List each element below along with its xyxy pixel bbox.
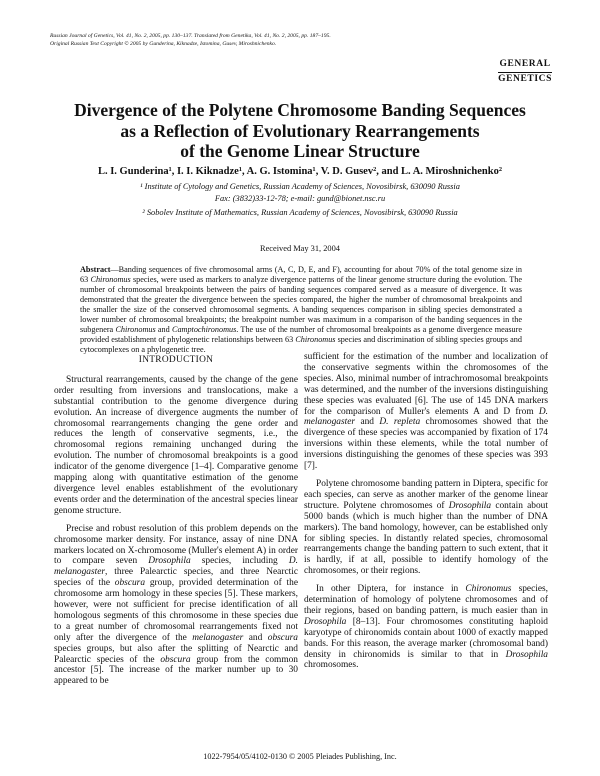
abstract-taxon: Chironomus [115, 324, 156, 334]
abstract-text: species and discrimination of sibling species groups and cytocomplexes on a phylogenetic tree. [80, 334, 522, 354]
received-date: Received May 31, 2004 [259, 244, 340, 253]
affiliation-2: ² Sobolev Institute of Mathematics, Russian Academy of Sciences, Novosibirsk, 630090 Russia [142, 208, 458, 217]
paragraph: sufficient for the estimation of the number and localization of the conservative segments within the chromosomes of the species. Also, minimal number of intrachromosomal breakpoints was determined, and the number of the inversions distinguishing these species was evaluated [6]. The use of 145 DNA markers for the comparison of Muller's elements A and D from D. melanogaster and D. repleta chromosomes showed that the divergence of these species was accompanied by fixation of 174 inversions within these elements, while the total number of inversions distinguishing the genomes of these species was 393 [7]. [304, 352, 548, 472]
section-line-1: GENERAL [499, 59, 551, 69]
abstract-text: —Banding sequences of five chromosomal arms (A, C, D, E, and F), accounting for about 70% of the total genome size in 63 [80, 265, 522, 284]
paragraph: Polytene chromosome banding pattern in Diptera, specific for each species, can serve as another marker of the genome linear structure. Polytene chromosomes of Drosophila contain about 5000 bands (which is much higher than the number of DNA markers). The band homology, however, can be established only for sibling species. In distantly related species, chromosomal rearrangements change the banding pattern to such extent, that it is hardly, if at all, possible to identify homology of the chromosomes, or their regions. [304, 478, 548, 577]
journal-header [50, 32, 450, 48]
paragraph: Precise and robust resolution of this problem depends on the chromosome marker density. For instance, assay of nine DNA markers located on X-chromosome (Muller's element A) in order to compare seven Drosophila species, including D. melanogaster, three Palearctic species, and three Nearctic species of the obscura group, provided determination of the chromosome arm homology in these species [5]. These markers, however, were not sufficient for precise identification of all homologous segments of this chromosome in these species due to a great number of chromosomal rearrangements fixed not only after the divergence of the melanogaster and obscura species groups, but also after the splitting of Nearctic and Palearctic species of the obscura group from the common ancestor [5]. The increase of the marker number up to 30 appeared to be [54, 523, 298, 687]
title-line-3: of the Genome Linear Structure [180, 141, 420, 161]
abstract-text: . The use of the number of chromosomal breakpoints as a genome divergence measure provided establishment of phylogenetic relationships between 63 [80, 324, 522, 344]
paragraph: In other Diptera, for instance in Chironomus species, determination of homology of polytene chromosomes and of their regions, based on banding pattern, is much easier than in Drosophila [8–13]. Four chromosomes constituting haploid karyotype of chironomids contain about 1000 of exactly mapped bands. For this reason, the average marker (chromosomal band) density in chironomids is similar to that in Drosophila chromosomes. [304, 584, 548, 671]
copyright-line: Original Russian Text Copyright © 2005 by Gunderina, Kiknadze, Istomina, Gusev, Miroshnichenko. [50, 41, 277, 47]
title-line-1: Divergence of the Polytene Chromosome Banding Sequences [74, 100, 526, 120]
abstract-label: Abstract [80, 265, 111, 274]
affiliation-1: ¹ Institute of Cytology and Genetics, Russian Academy of Sciences, Novosibirsk, 630090 Russia [140, 182, 460, 191]
section-line-2: GENETICS [498, 74, 552, 84]
introduction-heading: INTRODUCTION [138, 355, 214, 365]
abstract-taxon: Chironomus [90, 274, 131, 284]
title-line-2: as a Reflection of Evolutionary Rearrangements [120, 120, 480, 141]
journal-citation: Russian Journal of Genetics, Vol. 41, No. 2, 2005, pp. 130–137. Translated from Genetika, Vol. 41, No. 2, 2005, pp. 187–195. [50, 33, 331, 39]
author-list: L. I. Gunderina¹, I. I. Kiknadze¹, A. G. Istomina¹, V. D. Gusev², and L. A. Miroshnichenko² [97, 166, 503, 177]
left-column [54, 355, 298, 694]
abstract-text: species, were used as markers to analyze divergence patterns of the linear genome structure during the evolution. The number of chromosomal breakpoints between the pairs of banding sequences compared served as a measure of divergence. It was demonstrated that the greater the divergence between the species compared, the higher the number of chromosomal breakpoints and the smaller the size of the conserved chromosomal segments. A banding sequences comparison in sibling species demonstrated a lower number of chromosomal breakpoints; the breakpoint number was maximum in a comparison of the banding sequences in the subgenera [80, 274, 522, 334]
abstract-taxon: Chironomus [295, 334, 336, 344]
abstract [80, 265, 522, 355]
paper-title [40, 100, 560, 162]
section-label [498, 58, 552, 85]
right-column [304, 352, 548, 678]
page-footer: 1022-7954/05/4102-0130 © 2005 Pleiades Publishing, Inc. [203, 752, 397, 761]
abstract-text: and [155, 324, 172, 334]
abstract-taxon: Camptochironomus [171, 324, 237, 334]
paragraph: Structural rearrangements, caused by the change of the gene order resulting from inversions and translocations, make a substantial contribution to the genome divergence during evolution. An increase of divergence augments the number of chromosomal rearrangements changing the gene order and reduces the length of conservative segments, i.e., the chromosomal regions remaining unchanged during the evolution. The number of chromosomal breakpoints is a good indicator of the genome divergence [1–4]. Comparative genome mapping along with quantitative estimation of the genome divergence level enables establishment of the evolutionary events order and the determination of the ancestral species linear genome structure. [54, 374, 298, 516]
contact-info: Fax: (3832)33-12-78; e-mail: gund@bionet.nsc.ru [214, 194, 386, 203]
